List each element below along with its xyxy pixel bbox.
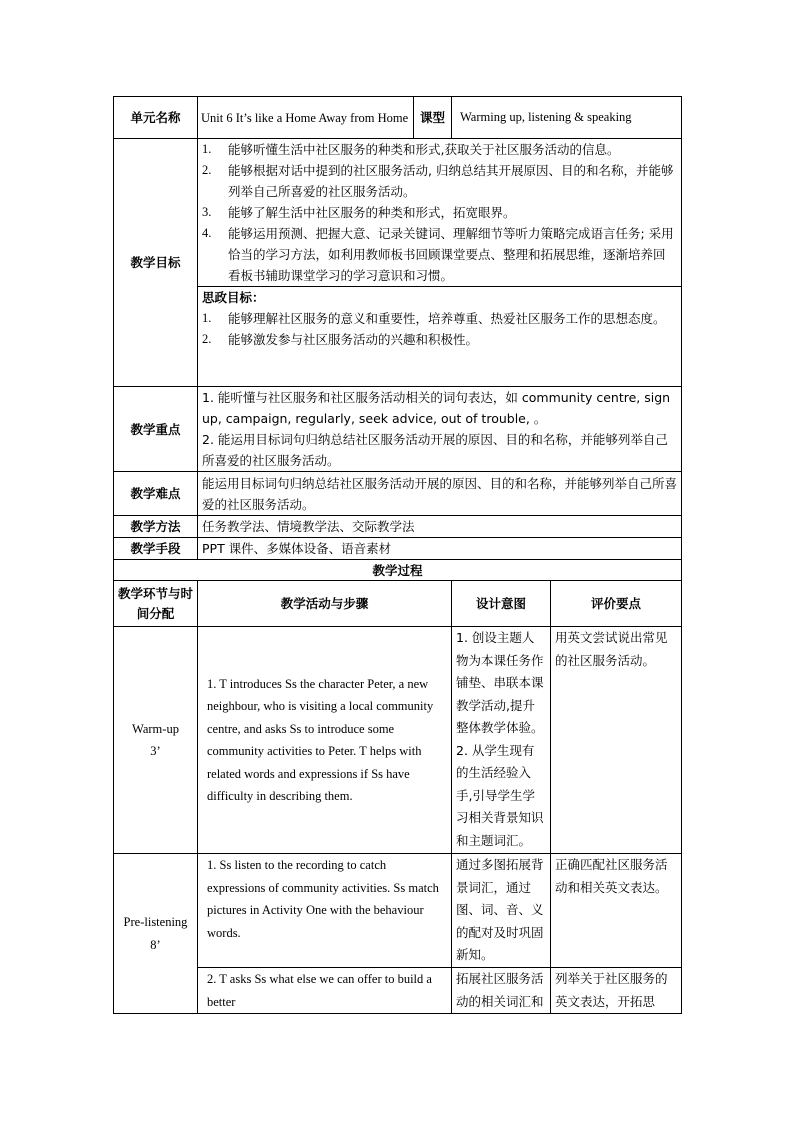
difficulties-row (114, 472, 682, 516)
warmup-evaluation: 用英文尝试说出常见的社区服务活动。 (551, 627, 682, 854)
type-label: 课型 (414, 97, 452, 139)
means-text: PPT 课件、多媒体设备、语音素材 (198, 538, 682, 560)
warmup-row (114, 627, 682, 854)
activity-header: 教学活动与步骤 (198, 581, 452, 627)
prelistening-evaluation-1: 正确匹配社区服务活动和相关英文表达。 (551, 854, 682, 968)
process-header-row (114, 581, 682, 627)
prelistening-activity-2: 2. T asks Ss what else we can offer to build a better (198, 968, 452, 1014)
methods-text: 任务教学法、情境教学法、交际教学法 (198, 516, 682, 538)
means-label: 教学手段 (114, 538, 198, 560)
type-value: Warming up, listening & speaking (452, 97, 682, 139)
prelistening-row-1 (114, 854, 682, 968)
process-title: 教学过程 (114, 560, 682, 581)
objective-item: 4. 能够运用预测、把握大意、记录关键词、理解细节等听力策略完成语言任务; 采用恰当的学习方法，如利用教师板书回顾课堂要点、整理和拓展思维，逐渐培养回看板书辅助课堂学习的学习意识和习惯。 (202, 226, 674, 283)
key-point-1: 1. 能听懂与社区服务和社区服务活动相关的词句表达，如 community centre, sign up, campaign, regularly, seek advice, out of trouble, 。 (202, 390, 671, 426)
lesson-plan-table (113, 96, 682, 1014)
key-points-cell (198, 387, 682, 472)
objectives-list (202, 139, 677, 286)
ideology-title: 思政目标： (202, 290, 265, 305)
key-points-label: 教学重点 (114, 387, 198, 472)
means-row (114, 538, 682, 560)
objectives-row (114, 139, 682, 287)
objectives-cell (198, 139, 682, 287)
objective-item: 3. 能够了解生活中社区服务的种类和形式，拓宽眼界。 (202, 205, 516, 220)
methods-row (114, 516, 682, 538)
ideology-row (114, 287, 682, 387)
warmup-intent-1: 1. 创设主题人物为本课任务作铺垫、串联本课教学活动,提升整体教学体验。 (456, 630, 544, 735)
objective-item: 1. 能够听懂生活中社区服务的种类和形式,获取关于社区服务活动的信息。 (202, 142, 620, 157)
prelistening-stage: Pre-listening (123, 915, 188, 929)
intent-header: 设计意图 (452, 581, 551, 627)
objectives-label: 教学目标 (114, 139, 198, 387)
warmup-intent-2: 2. 从学生现有的生活经验入手,引导学生学习相关背景知识和主题词汇。 (456, 742, 544, 848)
stage-header: 教学环节与时间分配 (114, 581, 198, 627)
ideology-cell (198, 287, 682, 387)
key-points-row (114, 387, 682, 472)
prelistening-activity-1: 1. Ss listen to the recording to catch expressions of community activities. Ss match pictures in Activity One with the behaviour words. (198, 854, 452, 968)
difficulties-label: 教学难点 (114, 472, 198, 516)
warmup-activity: 1. T introduces Ss the character Peter, a new neighbour, who is visiting a local community centre, and asks Ss to introduce some community activities to Peter. T helps with related words and expressions if Ss have difficulty in describing them. (198, 627, 452, 854)
objective-item: 2. 能够根据对话中提到的社区服务活动, 归纳总结其开展原因、目的和名称，并能够列举自己所喜爱的社区服务活动。 (202, 163, 674, 199)
unit-row (114, 97, 682, 139)
prelistening-stage-cell (114, 854, 198, 1014)
evaluation-header: 评价要点 (551, 581, 682, 627)
prelistening-intent-1: 通过多图拓展背景词汇，通过图、词、音、义的配对及时巩固新知。 (452, 854, 551, 968)
prelistening-time: 8’ (150, 937, 161, 952)
warmup-stage-cell (114, 627, 198, 854)
warmup-stage: Warm-up (132, 721, 179, 736)
ideology-item: 1. 能够理解社区服务的意义和重要性，培养尊重、热爱社区服务工作的思想态度。 (202, 311, 666, 326)
unit-name: Unit 6 It’s like a Home Away from Home (198, 97, 414, 139)
warmup-time: 3’ (150, 744, 161, 758)
unit-label: 单元名称 (114, 97, 198, 139)
ideology-item: 2. 能够激发参与社区服务活动的兴趣和积极性。 (202, 332, 479, 347)
ideology-list (202, 308, 677, 350)
process-title-row (114, 560, 682, 581)
methods-label: 教学方法 (114, 516, 198, 538)
warmup-intent-cell (452, 627, 551, 854)
difficulties-text: 能运用目标词句归纳总结社区服务活动开展的原因、目的和名称，并能够列举自己所喜爱的社区服务活动。 (198, 472, 682, 516)
key-point-2: 2. 能运用目标词句归纳总结社区服务活动开展的原因、目的和名称，并能够列举自己所喜爱的社区服务活动。 (202, 432, 668, 468)
prelistening-evaluation-2: 列举关于社区服务的英文表达，开拓思 (551, 968, 682, 1014)
prelistening-row-2 (114, 968, 682, 1014)
prelistening-intent-2: 拓展社区服务活动的相关词汇和 (452, 968, 551, 1014)
